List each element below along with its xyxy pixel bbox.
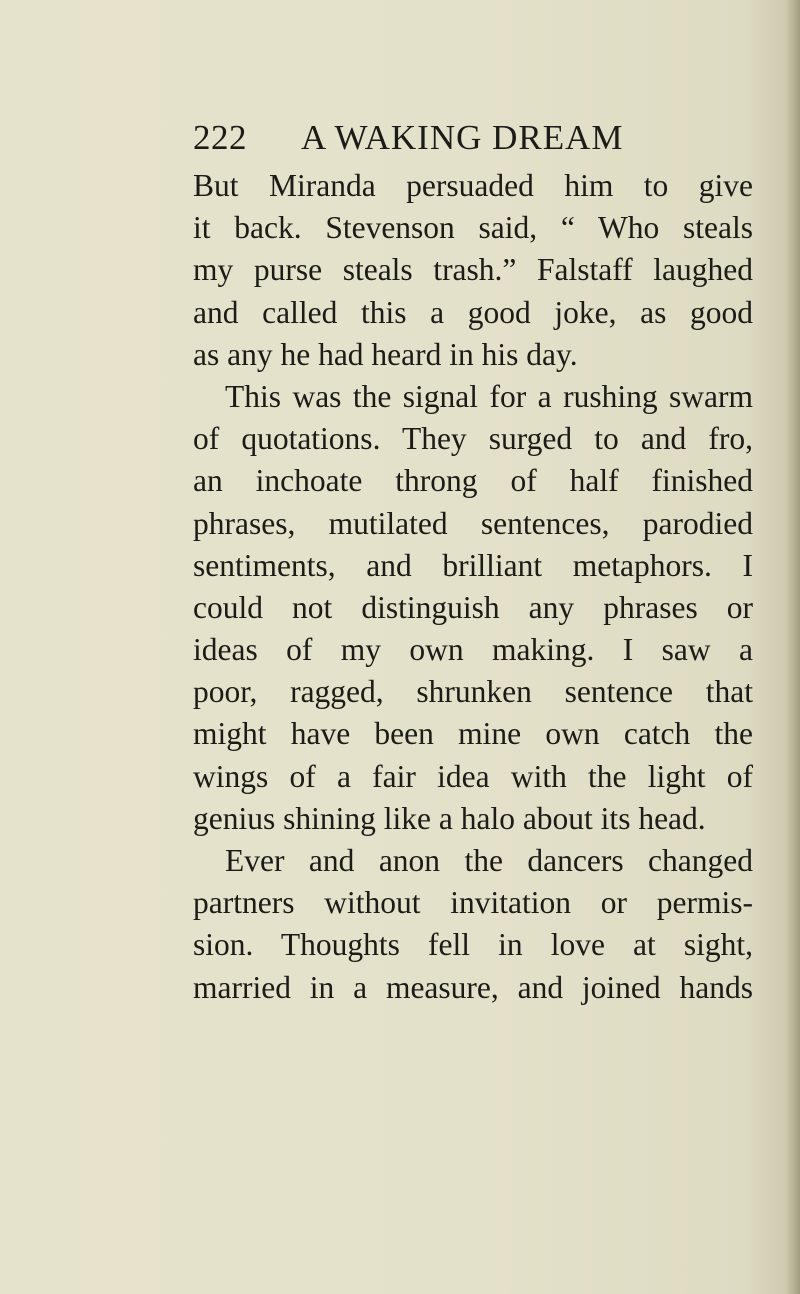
text-line: poor, ragged, shrunken sentence that xyxy=(193,674,753,710)
text-line: sentiments, and brilliant metaphors. I xyxy=(193,547,753,583)
text-line: it back. Stevenson said, “ Who steals xyxy=(193,210,753,246)
text-line: could not distinguish any phrases or xyxy=(193,589,753,625)
text-line: partners without invitation or permis- xyxy=(193,885,753,921)
text-line: as any he had heard in his day. xyxy=(193,336,578,372)
page-edge-shadow xyxy=(786,0,800,1294)
text-line: wings of a fair idea with the light of xyxy=(193,758,753,794)
text-line: phrases, mutilated sentences, parodied xyxy=(193,505,753,541)
text-line: married in a measure, and joined hands xyxy=(193,969,753,1005)
text-line: my purse steals trash.” Falstaff laughed xyxy=(193,252,753,288)
text-line: ideas of my own making. I saw a xyxy=(193,632,753,668)
text-line: of quotations. They surged to and fro, xyxy=(193,421,753,457)
text-line: genius shining like a halo about its head. xyxy=(193,800,706,836)
text-line: might have been mine own catch the xyxy=(193,716,753,752)
text-line: This was the signal for a rushing swarm xyxy=(225,378,753,414)
text-line: Ever and anon the dancers changed xyxy=(225,843,753,878)
running-title: A WAKING DREAM xyxy=(301,118,624,157)
text-line: and called this a good joke, as good xyxy=(193,294,753,330)
text-line: But Miranda persuaded him to give xyxy=(193,168,753,203)
page-header xyxy=(193,118,753,158)
text-line: sion. Thoughts fell in love at sight, xyxy=(193,927,753,963)
page-number: 222 xyxy=(193,118,247,157)
text-line: an inchoate throng of half finished xyxy=(193,463,753,499)
body-text xyxy=(193,165,753,1009)
